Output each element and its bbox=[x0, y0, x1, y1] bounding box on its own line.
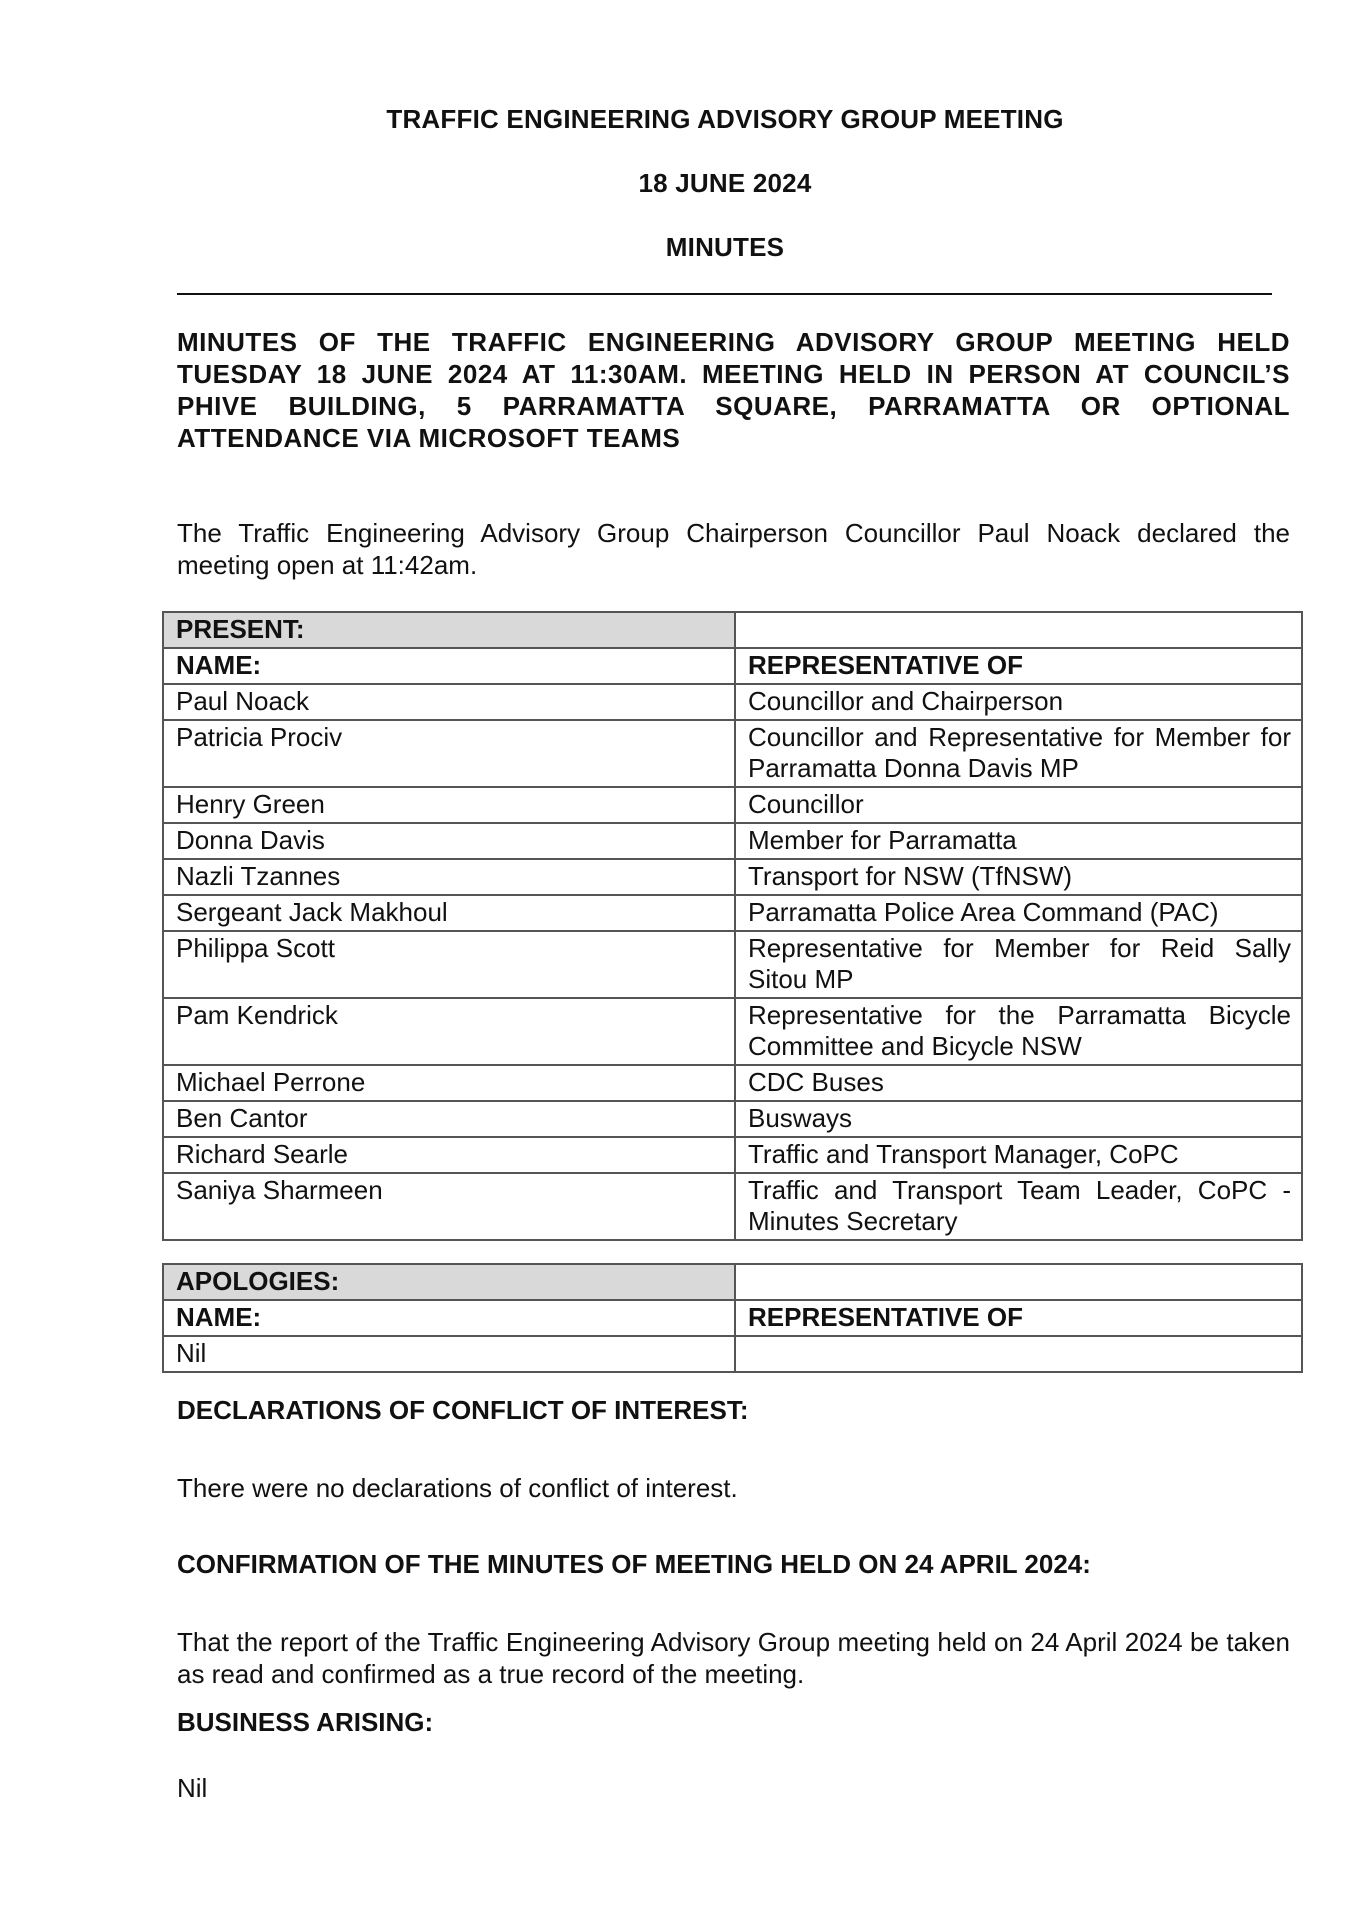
table-row bbox=[163, 1101, 1302, 1137]
apology-representation bbox=[735, 1336, 1302, 1372]
business-heading: BUSINESS ARISING: bbox=[177, 1707, 434, 1737]
apologies-table bbox=[162, 1263, 1303, 1373]
table-row bbox=[163, 1173, 1302, 1240]
opening-statement: The Traffic Engineering Advisory Group Chairperson Councillor Paul Noack declared the meeting open at 11:42am. bbox=[177, 518, 1290, 580]
attendee-name: Nazli Tzannes bbox=[163, 859, 735, 895]
attendee-representation: Representative for Member for Reid Sally Sitou MP bbox=[735, 931, 1302, 998]
attendee-representation: Councillor and Representative for Member for Parramatta Donna Davis MP bbox=[735, 720, 1302, 787]
meeting-details: MINUTES OF THE TRAFFIC ENGINEERING ADVISORY GROUP MEETING HELD TUESDAY 18 JUNE 2024 AT 11:30AM. MEETING HELD IN PERSON AT COUNCIL’S PHIVE BUILDING, 5 PARRAMATTA SQUARE, PARRAMATTA OR OPTIONAL ATTENDANCE VIA MICROSOFT TEAMS bbox=[177, 327, 1290, 453]
attendee-representation: Member for Parramatta bbox=[735, 823, 1302, 859]
table-row bbox=[163, 1065, 1302, 1101]
attendee-representation: Representative for the Parramatta Bicycle Committee and Bicycle NSW bbox=[735, 998, 1302, 1065]
table-row bbox=[163, 787, 1302, 823]
apologies-rep-header: REPRESENTATIVE OF bbox=[735, 1300, 1302, 1336]
attendee-name: Henry Green bbox=[163, 787, 735, 823]
table-row bbox=[163, 859, 1302, 895]
present-rep-header: REPRESENTATIVE OF bbox=[735, 648, 1302, 684]
attendee-representation: Busways bbox=[735, 1101, 1302, 1137]
table-row bbox=[163, 720, 1302, 787]
attendee-name: Philippa Scott bbox=[163, 931, 735, 998]
table-row bbox=[163, 1336, 1302, 1372]
confirmation-text: That the report of the Traffic Engineering Advisory Group meeting held on 24 April 2024 be taken as read and confirmed as a true record of the meeting. bbox=[177, 1627, 1290, 1689]
meeting-date: 18 JUNE 2024 bbox=[638, 168, 812, 198]
attendee-name: Paul Noack bbox=[163, 684, 735, 720]
document-type: MINUTES bbox=[665, 232, 785, 262]
attendee-representation: Parramatta Police Area Command (PAC) bbox=[735, 895, 1302, 931]
present-title-blank bbox=[735, 612, 1302, 648]
attendee-representation: Traffic and Transport Manager, CoPC bbox=[735, 1137, 1302, 1173]
table-row bbox=[163, 684, 1302, 720]
attendee-name: Sergeant Jack Makhoul bbox=[163, 895, 735, 931]
attendee-name: Donna Davis bbox=[163, 823, 735, 859]
table-row bbox=[163, 895, 1302, 931]
apologies-title: APOLOGIES: bbox=[163, 1264, 735, 1300]
business-text: Nil bbox=[177, 1773, 208, 1803]
meeting-title: TRAFFIC ENGINEERING ADVISORY GROUP MEETING bbox=[386, 104, 1064, 134]
table-row bbox=[163, 823, 1302, 859]
apologies-name-header: NAME: bbox=[163, 1300, 735, 1336]
table-row bbox=[163, 1137, 1302, 1173]
confirmation-heading: CONFIRMATION OF THE MINUTES OF MEETING HELD ON 24 APRIL 2024: bbox=[177, 1549, 1091, 1579]
present-name-header: NAME: bbox=[163, 648, 735, 684]
attendee-representation: Councillor bbox=[735, 787, 1302, 823]
attendee-name: Ben Cantor bbox=[163, 1101, 735, 1137]
table-row bbox=[163, 998, 1302, 1065]
table-row bbox=[163, 931, 1302, 998]
present-title: PRESENT: bbox=[163, 612, 735, 648]
present-table bbox=[162, 611, 1303, 1241]
attendee-name: Pam Kendrick bbox=[163, 998, 735, 1065]
attendee-name: Patricia Prociv bbox=[163, 720, 735, 787]
apology-name: Nil bbox=[163, 1336, 735, 1372]
attendee-name: Richard Searle bbox=[163, 1137, 735, 1173]
conflict-text: There were no declarations of conflict of interest. bbox=[177, 1473, 738, 1503]
header-divider bbox=[177, 293, 1272, 295]
attendee-representation: Councillor and Chairperson bbox=[735, 684, 1302, 720]
attendee-name: Michael Perrone bbox=[163, 1065, 735, 1101]
attendee-representation: Transport for NSW (TfNSW) bbox=[735, 859, 1302, 895]
attendee-name: Saniya Sharmeen bbox=[163, 1173, 735, 1240]
conflict-heading: DECLARATIONS OF CONFLICT OF INTEREST: bbox=[177, 1395, 749, 1425]
apologies-title-blank bbox=[735, 1264, 1302, 1300]
attendee-representation: CDC Buses bbox=[735, 1065, 1302, 1101]
attendee-representation: Traffic and Transport Team Leader, CoPC - Minutes Secretary bbox=[735, 1173, 1302, 1240]
